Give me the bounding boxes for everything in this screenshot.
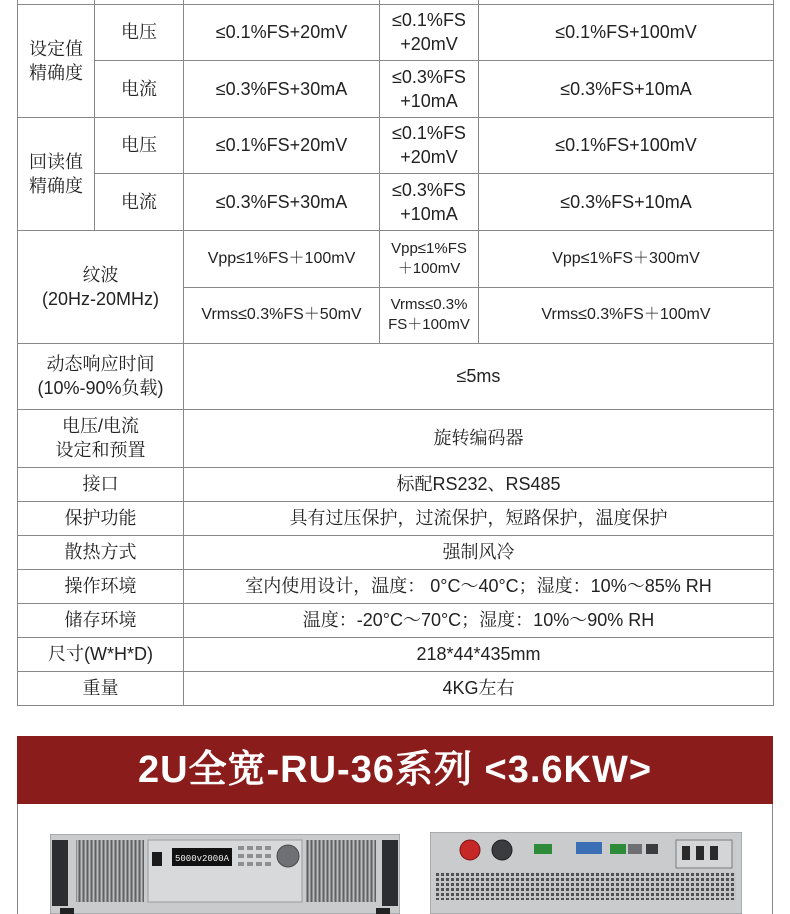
cell-value: ≤0.1%FS +20mV bbox=[380, 117, 479, 173]
cell-value: ≤0.3%FS+10mA bbox=[479, 173, 774, 230]
cell-value: 强制风冷 bbox=[184, 535, 774, 569]
product-photo-area bbox=[17, 804, 773, 914]
table-row bbox=[18, 409, 774, 467]
cell-value: Vpp≤1%FS ＋100mV bbox=[380, 230, 479, 287]
cell-value: Vrms≤0.3%FS＋50mV bbox=[184, 287, 380, 343]
terminal-block bbox=[534, 844, 552, 854]
rs485-port bbox=[610, 844, 626, 854]
rack-handle-left bbox=[52, 840, 68, 906]
vent-grille-left bbox=[76, 840, 144, 902]
sub-label-current: 电流 bbox=[95, 173, 184, 230]
lan-port bbox=[646, 844, 658, 854]
cell-value: 标配RS232、RS485 bbox=[184, 467, 774, 501]
table-row bbox=[18, 173, 774, 230]
cell-value: 温度：-20°C～70°C；湿度：10%～90% RH bbox=[184, 603, 774, 637]
display-current: 2000A bbox=[202, 854, 230, 864]
row-label-protection: 保护功能 bbox=[18, 501, 184, 535]
table-row bbox=[18, 671, 774, 705]
row-label-storage-env: 储存环境 bbox=[18, 603, 184, 637]
cell-value: Vrms≤0.3% FS＋100mV bbox=[380, 287, 479, 343]
cell-value: 4KG左右 bbox=[184, 671, 774, 705]
table-row bbox=[18, 343, 774, 409]
cell-value: Vpp≤1%FS＋300mV bbox=[479, 230, 774, 287]
row-label-interface: 接口 bbox=[18, 467, 184, 501]
cell-value: 室内使用设计，温度： 0°C～40°C；湿度：10%～85% RH bbox=[184, 569, 774, 603]
cell-value: ≤0.1%FS+100mV bbox=[479, 4, 774, 60]
row-label-operating-env: 操作环境 bbox=[18, 569, 184, 603]
row-label-cooling: 散热方式 bbox=[18, 535, 184, 569]
table-row bbox=[18, 230, 774, 287]
cell-value: Vpp≤1%FS＋100mV bbox=[184, 230, 380, 287]
comm-port bbox=[628, 844, 642, 854]
rack-handle-right bbox=[382, 840, 398, 906]
cell-value: 旋转编码器 bbox=[184, 409, 774, 467]
sub-label-current: 电流 bbox=[95, 60, 184, 117]
table-row bbox=[18, 467, 774, 501]
table-row bbox=[18, 535, 774, 569]
row-label-dynamic-response: 动态响应时间 (10%-90%负载) bbox=[18, 343, 184, 409]
cell-value: ≤0.3%FS +10mA bbox=[380, 173, 479, 230]
cell-value: ≤0.1%FS +20mV bbox=[380, 4, 479, 60]
cell-value: 具有过压保护，过流保护，短路保护，温度保护 bbox=[184, 501, 774, 535]
output-terminal-black bbox=[492, 840, 512, 860]
cell-value: ≤5ms bbox=[184, 343, 774, 409]
db9-port bbox=[576, 842, 602, 854]
cell-value: ≤0.3%FS+30mA bbox=[184, 60, 380, 117]
cell-value: ≤0.3%FS+30mA bbox=[184, 173, 380, 230]
table-row bbox=[18, 117, 774, 173]
table-row bbox=[18, 569, 774, 603]
cell-value: 218*44*435mm bbox=[184, 637, 774, 671]
display-voltage: 5000v bbox=[175, 854, 203, 864]
power-supply-front-panel bbox=[50, 834, 400, 914]
cell-value: Vrms≤0.3%FS＋100mV bbox=[479, 287, 774, 343]
series-banner: 2U全宽-RU-36系列 <3.6KW> bbox=[17, 736, 773, 804]
spec-table bbox=[17, 0, 774, 706]
row-label-ripple: 纹波 (20Hz-20MHz) bbox=[18, 230, 184, 343]
table-row bbox=[18, 4, 774, 60]
table-row bbox=[18, 603, 774, 637]
row-label-setpoint-accuracy: 设定值 精确度 bbox=[18, 4, 95, 117]
cell-value: ≤0.1%FS+20mV bbox=[184, 117, 380, 173]
cell-value: ≤0.3%FS +10mA bbox=[380, 60, 479, 117]
vent-grille-right bbox=[306, 840, 376, 902]
rotary-encoder-knob bbox=[277, 845, 299, 867]
table-row bbox=[18, 60, 774, 117]
power-switch bbox=[152, 852, 162, 866]
sub-label-voltage: 电压 bbox=[95, 117, 184, 173]
power-supply-rear-panel bbox=[430, 832, 742, 914]
sub-label-voltage: 电压 bbox=[95, 4, 184, 60]
cell-value: ≤0.3%FS+10mA bbox=[479, 60, 774, 117]
row-label-setting-preset: 电压/电流 设定和预置 bbox=[18, 409, 184, 467]
cell-value: ≤0.1%FS+20mV bbox=[184, 4, 380, 60]
row-label-dimensions: 尺寸(W*H*D) bbox=[18, 637, 184, 671]
cell-value: ≤0.1%FS+100mV bbox=[479, 117, 774, 173]
row-label-weight: 重量 bbox=[18, 671, 184, 705]
table-row bbox=[18, 501, 774, 535]
rear-vent bbox=[436, 872, 736, 900]
table-row bbox=[18, 637, 774, 671]
output-terminal-red bbox=[460, 840, 480, 860]
row-label-readback-accuracy: 回读值 精确度 bbox=[18, 117, 95, 230]
